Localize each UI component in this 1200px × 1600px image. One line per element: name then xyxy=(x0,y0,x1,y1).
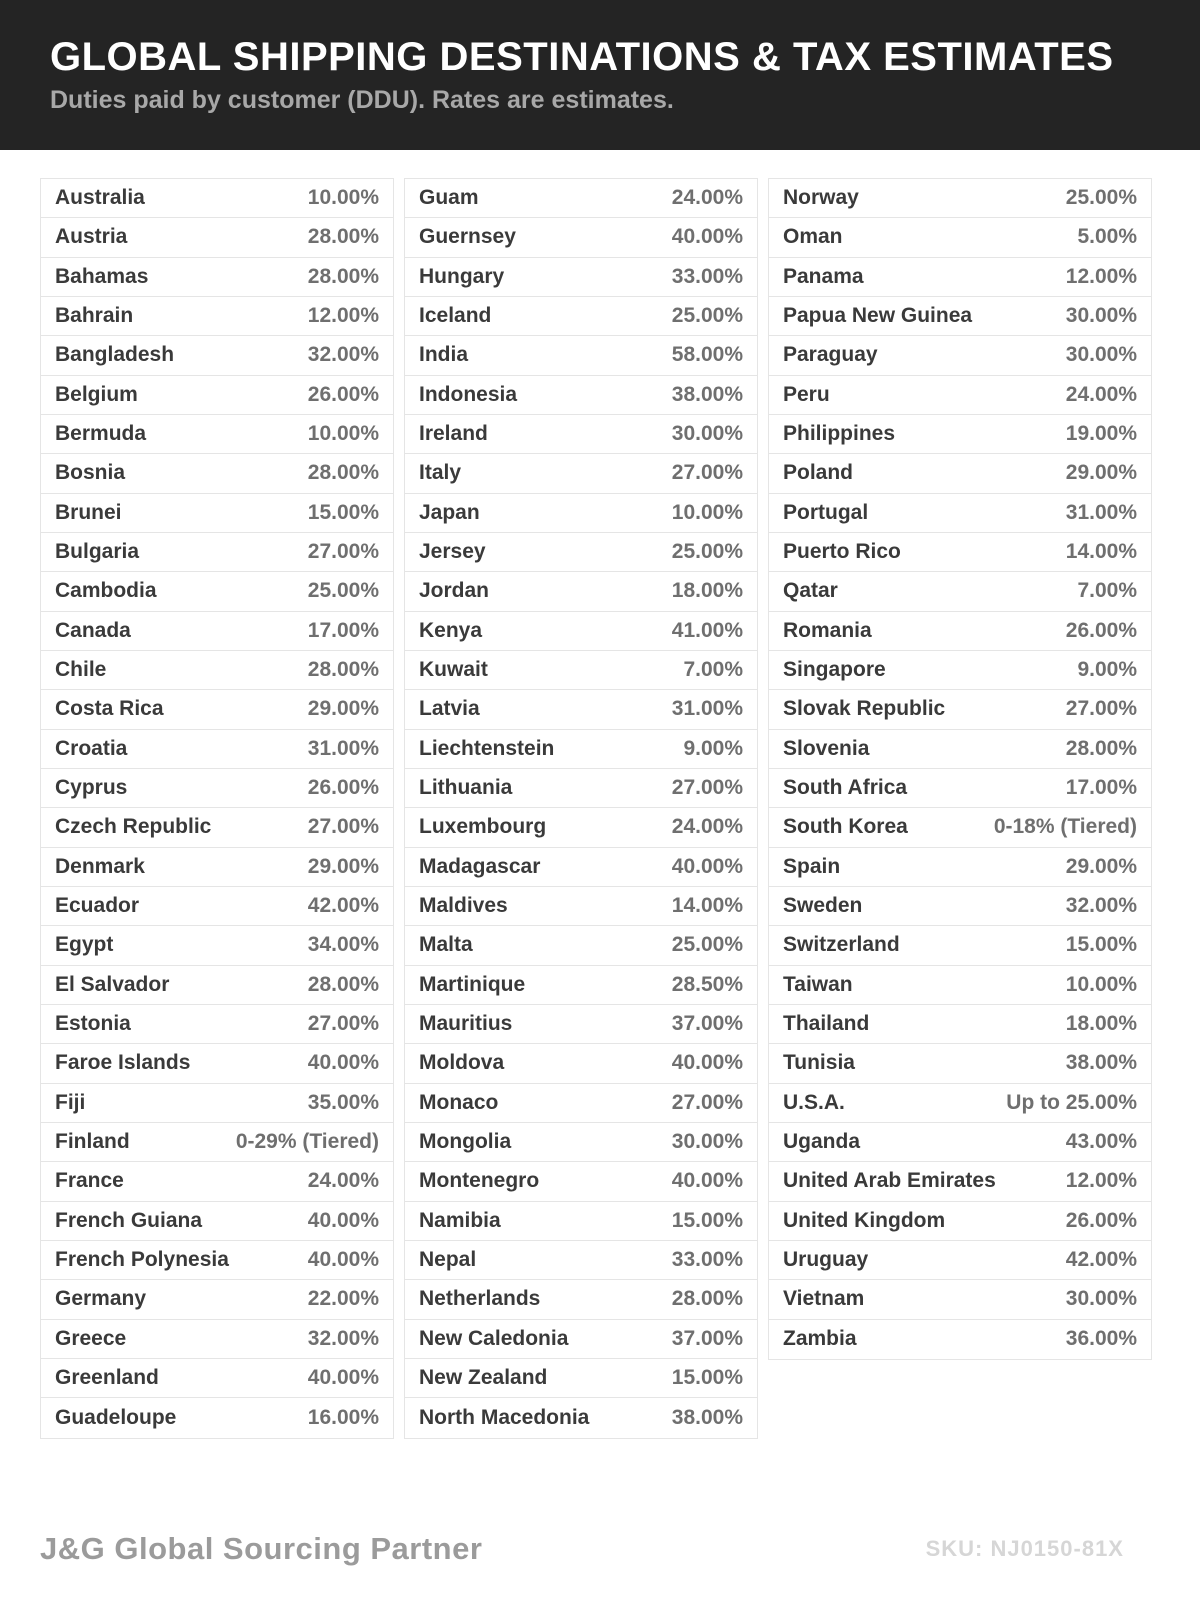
country-name: Bahrain xyxy=(55,304,134,328)
table-row xyxy=(41,454,393,493)
table-row xyxy=(769,1162,1151,1201)
country-name: Bahamas xyxy=(55,264,149,288)
tax-rate: 15.00% xyxy=(671,1366,743,1389)
country-name: Lithuania xyxy=(419,776,513,800)
country-name: Liechtenstein xyxy=(419,736,555,760)
table-row xyxy=(405,926,757,965)
table-row xyxy=(41,887,393,926)
tax-rate: 10.00% xyxy=(1065,972,1137,996)
tax-rate: 28.00% xyxy=(671,1287,743,1311)
tax-rate: 12.00% xyxy=(1065,264,1137,288)
tax-rate: 28.00% xyxy=(307,972,379,996)
table-row xyxy=(405,1241,757,1280)
table-row xyxy=(769,926,1151,965)
country-name: Philippines xyxy=(783,422,896,446)
country-name: Panama xyxy=(783,264,864,288)
table-row xyxy=(769,1123,1151,1162)
country-name: Paraguay xyxy=(783,343,878,367)
tax-rate: 40.00% xyxy=(671,225,743,249)
country-name: Tunisia xyxy=(783,1051,855,1075)
tax-rate: 40.00% xyxy=(671,1051,743,1075)
tax-rate: 31.00% xyxy=(671,697,743,721)
country-name: Norway xyxy=(783,186,859,210)
table-row xyxy=(769,415,1151,454)
tax-rate: 27.00% xyxy=(307,815,379,839)
table-row xyxy=(41,336,393,375)
country-name: Chile xyxy=(55,658,107,682)
table-row xyxy=(769,494,1151,533)
country-name: Egypt xyxy=(55,933,114,957)
tax-rate: 30.00% xyxy=(671,422,743,446)
country-name: Guernsey xyxy=(419,225,516,249)
country-name: Zambia xyxy=(783,1327,857,1351)
table-row xyxy=(41,1202,393,1241)
tax-column-3 xyxy=(768,178,1152,1360)
table-row xyxy=(769,454,1151,493)
country-name: Austria xyxy=(55,225,128,249)
tax-rate: 27.00% xyxy=(307,1012,379,1036)
tax-rate: 35.00% xyxy=(307,1090,379,1114)
table-row xyxy=(405,1005,757,1044)
table-row xyxy=(405,1359,757,1398)
country-name: New Zealand xyxy=(419,1366,548,1389)
tax-rate: 14.00% xyxy=(1065,540,1137,564)
tax-rate: 28.00% xyxy=(307,461,379,485)
country-name: Guadeloupe xyxy=(55,1405,177,1429)
table-row xyxy=(769,690,1151,729)
table-row xyxy=(41,1162,393,1201)
page-subtitle: Duties paid by customer (DDU). Rates are estimates. xyxy=(50,86,674,115)
country-name: Puerto Rico xyxy=(783,540,901,564)
country-name: Hungary xyxy=(419,264,505,288)
table-row xyxy=(769,1084,1151,1123)
table-row xyxy=(405,1398,757,1437)
tax-rate: 29.00% xyxy=(307,697,379,721)
tax-rate: 37.00% xyxy=(671,1326,743,1350)
table-row xyxy=(41,966,393,1005)
country-name: Kenya xyxy=(419,618,483,642)
country-name: Moldova xyxy=(419,1051,505,1075)
table-row xyxy=(405,376,757,415)
tax-rate: 32.00% xyxy=(307,343,379,367)
tax-rate: 31.00% xyxy=(1065,500,1137,524)
table-row xyxy=(41,1359,393,1398)
country-name: Spain xyxy=(783,854,841,878)
table-row xyxy=(41,376,393,415)
country-name: South Africa xyxy=(783,776,908,800)
country-name: Croatia xyxy=(55,736,128,760)
table-row xyxy=(41,218,393,257)
table-row xyxy=(41,690,393,729)
tax-rate: 38.00% xyxy=(671,382,743,406)
tax-rate: 15.00% xyxy=(307,500,379,524)
tax-rate: 26.00% xyxy=(307,776,379,800)
country-name: Jersey xyxy=(419,540,486,564)
country-name: Taiwan xyxy=(783,972,853,996)
country-name: Estonia xyxy=(55,1012,131,1036)
tax-rate: 25.00% xyxy=(671,304,743,328)
tax-rate: 0-18% (Tiered) xyxy=(993,815,1137,839)
table-row xyxy=(41,651,393,690)
tax-rate: 24.00% xyxy=(671,815,743,839)
country-name: Ecuador xyxy=(55,894,140,918)
tax-rate: 26.00% xyxy=(1065,1208,1137,1232)
tax-rate: 0-29% (Tiered) xyxy=(235,1130,379,1154)
country-name: Iceland xyxy=(419,304,492,328)
table-row xyxy=(405,769,757,808)
table-row xyxy=(405,572,757,611)
tax-rate: 31.00% xyxy=(307,736,379,760)
table-row xyxy=(405,258,757,297)
tax-rate: 38.00% xyxy=(1065,1051,1137,1075)
table-row xyxy=(769,769,1151,808)
tax-rate: 12.00% xyxy=(1065,1169,1137,1193)
table-row xyxy=(769,1005,1151,1044)
table-row xyxy=(405,218,757,257)
table-row xyxy=(769,1202,1151,1241)
country-name: Papua New Guinea xyxy=(783,304,973,328)
country-name: Bosnia xyxy=(55,461,126,485)
country-name: Slovak Republic xyxy=(783,697,946,721)
country-name: Nepal xyxy=(419,1248,477,1272)
tax-rate: 32.00% xyxy=(307,1326,379,1350)
country-name: Martinique xyxy=(419,972,526,996)
tax-rate: 33.00% xyxy=(671,264,743,288)
table-row xyxy=(41,415,393,454)
country-name: Monaco xyxy=(419,1090,499,1114)
table-row xyxy=(769,966,1151,1005)
tax-rate: 25.00% xyxy=(671,933,743,957)
table-row xyxy=(41,1320,393,1359)
table-row xyxy=(405,887,757,926)
tax-rate: 29.00% xyxy=(1065,461,1137,485)
table-row xyxy=(41,926,393,965)
country-name: New Caledonia xyxy=(419,1326,569,1350)
tax-rate: 25.00% xyxy=(671,540,743,564)
country-name: Oman xyxy=(783,225,843,249)
country-name: Vietnam xyxy=(783,1287,865,1311)
country-name: Poland xyxy=(783,461,854,485)
table-row xyxy=(405,690,757,729)
table-row xyxy=(405,966,757,1005)
tax-rate: 28.50% xyxy=(671,972,743,996)
country-name: Denmark xyxy=(55,854,145,878)
table-row xyxy=(769,1280,1151,1319)
tax-rate: 30.00% xyxy=(1065,343,1137,367)
table-row xyxy=(769,651,1151,690)
country-name: Costa Rica xyxy=(55,697,164,721)
tax-rate: 40.00% xyxy=(671,1169,743,1193)
tax-rate: 28.00% xyxy=(307,225,379,249)
country-name: Peru xyxy=(783,382,830,406)
table-row xyxy=(405,533,757,572)
tax-rate: 40.00% xyxy=(671,854,743,878)
tax-rate: 7.00% xyxy=(1077,579,1137,603)
table-row xyxy=(405,1202,757,1241)
tax-rate: 40.00% xyxy=(307,1208,379,1232)
table-row xyxy=(405,1320,757,1359)
table-row xyxy=(41,1123,393,1162)
table-row xyxy=(769,258,1151,297)
tax-column-2 xyxy=(404,178,758,1439)
tax-rate: 42.00% xyxy=(307,894,379,918)
country-name: Thailand xyxy=(783,1012,870,1036)
tax-rate: 18.00% xyxy=(671,579,743,603)
table-row xyxy=(405,336,757,375)
table-row xyxy=(769,612,1151,651)
tax-rate: 10.00% xyxy=(307,186,379,210)
tax-rate: 19.00% xyxy=(1065,422,1137,446)
table-row xyxy=(769,572,1151,611)
country-name: Finland xyxy=(55,1130,130,1154)
table-row xyxy=(405,494,757,533)
tax-rate: 30.00% xyxy=(1065,1287,1137,1311)
country-name: Czech Republic xyxy=(55,815,212,839)
table-row xyxy=(41,572,393,611)
tax-rate: Up to 25.00% xyxy=(1006,1090,1137,1114)
table-row xyxy=(769,533,1151,572)
country-name: Montenegro xyxy=(419,1169,540,1193)
country-name: Portugal xyxy=(783,500,869,524)
table-row xyxy=(769,848,1151,887)
tax-rate: 25.00% xyxy=(307,579,379,603)
page-footer xyxy=(40,1531,1152,1567)
country-name: Singapore xyxy=(783,658,886,682)
table-row xyxy=(405,1280,757,1319)
country-name: Malta xyxy=(419,933,473,957)
sku-label: SKU: NJ0150-81X xyxy=(925,1535,1124,1561)
table-row xyxy=(41,1241,393,1280)
tax-rate: 26.00% xyxy=(307,382,379,406)
table-row xyxy=(41,808,393,847)
tax-rate: 40.00% xyxy=(307,1248,379,1272)
tax-rate: 27.00% xyxy=(1065,697,1137,721)
table-row xyxy=(41,297,393,336)
tax-rate: 12.00% xyxy=(307,304,379,328)
tax-rate: 32.00% xyxy=(1065,894,1137,918)
tax-rate: 16.00% xyxy=(307,1405,379,1429)
tax-rate: 40.00% xyxy=(307,1051,379,1075)
table-row xyxy=(41,848,393,887)
country-name: Indonesia xyxy=(419,382,518,406)
country-name: Bangladesh xyxy=(55,343,175,367)
tax-rate: 42.00% xyxy=(1065,1248,1137,1272)
country-name: Germany xyxy=(55,1287,147,1311)
tax-rate: 10.00% xyxy=(671,500,743,524)
table-row xyxy=(769,179,1151,218)
tax-rate: 29.00% xyxy=(307,854,379,878)
country-name: Australia xyxy=(55,186,145,210)
tax-rate: 15.00% xyxy=(1065,933,1137,957)
table-row xyxy=(769,218,1151,257)
country-name: Sweden xyxy=(783,894,863,918)
table-row xyxy=(405,454,757,493)
table-row xyxy=(405,415,757,454)
country-name: Cyprus xyxy=(55,776,128,800)
tax-rate: 27.00% xyxy=(671,461,743,485)
tax-rate: 18.00% xyxy=(1065,1012,1137,1036)
country-name: Qatar xyxy=(783,579,838,603)
country-name: Uruguay xyxy=(783,1248,869,1272)
brand-name: J&G Global Sourcing Partner xyxy=(40,1530,483,1566)
table-row xyxy=(405,612,757,651)
country-name: French Guiana xyxy=(55,1208,203,1232)
tax-rate: 7.00% xyxy=(683,658,743,682)
country-name: France xyxy=(55,1169,124,1193)
country-name: Fiji xyxy=(55,1090,86,1114)
table-row xyxy=(769,730,1151,769)
table-row xyxy=(769,1044,1151,1083)
tax-rate: 34.00% xyxy=(307,933,379,957)
tax-rate: 27.00% xyxy=(307,540,379,564)
country-name: Latvia xyxy=(419,697,480,721)
table-row xyxy=(41,612,393,651)
table-row xyxy=(41,1280,393,1319)
country-name: Slovenia xyxy=(783,736,870,760)
tax-rate: 25.00% xyxy=(1065,186,1137,210)
table-row xyxy=(41,1084,393,1123)
tax-rate: 30.00% xyxy=(1065,304,1137,328)
country-name: French Polynesia xyxy=(55,1248,229,1272)
tax-rate: 38.00% xyxy=(671,1405,743,1429)
tax-rate: 58.00% xyxy=(671,343,743,367)
country-name: Mauritius xyxy=(419,1012,513,1036)
table-row xyxy=(405,179,757,218)
table-row xyxy=(405,1044,757,1083)
table-row xyxy=(41,1005,393,1044)
country-name: Cambodia xyxy=(55,579,157,603)
country-name: Mongolia xyxy=(419,1130,512,1154)
page-title: GLOBAL SHIPPING DESTINATIONS & TAX ESTIMATES xyxy=(50,35,1114,80)
tax-rate: 10.00% xyxy=(307,422,379,446)
country-name: Kuwait xyxy=(419,658,488,682)
table-row xyxy=(769,1241,1151,1280)
table-row xyxy=(405,651,757,690)
tax-rate: 22.00% xyxy=(307,1287,379,1311)
country-name: Jordan xyxy=(419,579,490,603)
tax-rate: 9.00% xyxy=(1077,658,1137,682)
table-row xyxy=(41,1044,393,1083)
country-name: South Korea xyxy=(783,815,908,839)
table-row xyxy=(769,808,1151,847)
tax-rate: 9.00% xyxy=(683,736,743,760)
tax-rate: 27.00% xyxy=(671,1090,743,1114)
country-name: Bermuda xyxy=(55,422,147,446)
country-name: Romania xyxy=(783,618,872,642)
table-row xyxy=(769,297,1151,336)
country-name: North Macedonia xyxy=(419,1405,590,1429)
tax-rate: 24.00% xyxy=(1065,382,1137,406)
tax-rate: 24.00% xyxy=(307,1169,379,1193)
table-row xyxy=(769,336,1151,375)
tax-rate: 30.00% xyxy=(671,1130,743,1154)
country-name: Bulgaria xyxy=(55,540,140,564)
table-row xyxy=(41,730,393,769)
tax-rate: 37.00% xyxy=(671,1012,743,1036)
table-row xyxy=(41,769,393,808)
tax-rate: 40.00% xyxy=(307,1366,379,1389)
country-name: India xyxy=(419,343,469,367)
tax-rate: 27.00% xyxy=(671,776,743,800)
country-name: Uganda xyxy=(783,1130,861,1154)
tax-rate: 24.00% xyxy=(671,186,743,210)
header-banner xyxy=(0,0,1200,150)
table-row xyxy=(769,376,1151,415)
table-row xyxy=(41,494,393,533)
table-row xyxy=(41,179,393,218)
country-name: United Arab Emirates xyxy=(783,1169,996,1193)
country-name: Guam xyxy=(419,186,479,210)
tax-rate: 33.00% xyxy=(671,1248,743,1272)
tax-rate: 36.00% xyxy=(1065,1327,1137,1351)
country-name: Brunei xyxy=(55,500,122,524)
country-name: Greenland xyxy=(55,1366,159,1389)
table-row xyxy=(405,848,757,887)
tax-rate-table xyxy=(40,178,1152,1439)
tax-rate: 28.00% xyxy=(307,264,379,288)
tax-rate: 17.00% xyxy=(1065,776,1137,800)
country-name: U.S.A. xyxy=(783,1090,845,1114)
country-name: Greece xyxy=(55,1326,127,1350)
tax-rate: 17.00% xyxy=(307,618,379,642)
table-row xyxy=(405,1123,757,1162)
country-name: Japan xyxy=(419,500,480,524)
table-row xyxy=(41,258,393,297)
country-name: Luxembourg xyxy=(419,815,547,839)
table-row xyxy=(405,1084,757,1123)
country-name: Italy xyxy=(419,461,462,485)
country-name: Namibia xyxy=(419,1208,501,1232)
table-row xyxy=(405,730,757,769)
tax-rate: 28.00% xyxy=(307,658,379,682)
table-row xyxy=(769,1320,1151,1359)
country-name: Faroe Islands xyxy=(55,1051,191,1075)
table-row xyxy=(405,297,757,336)
tax-rate: 26.00% xyxy=(1065,618,1137,642)
tax-rate: 28.00% xyxy=(1065,736,1137,760)
tax-rate: 41.00% xyxy=(671,618,743,642)
country-name: El Salvador xyxy=(55,972,170,996)
table-row xyxy=(769,887,1151,926)
table-row xyxy=(41,1398,393,1437)
country-name: Ireland xyxy=(419,422,488,446)
table-row xyxy=(405,1162,757,1201)
country-name: Canada xyxy=(55,618,131,642)
tax-rate: 14.00% xyxy=(671,894,743,918)
table-row xyxy=(41,533,393,572)
tax-column-1 xyxy=(40,178,394,1439)
tax-rate: 15.00% xyxy=(671,1208,743,1232)
tax-rate: 5.00% xyxy=(1077,225,1137,249)
country-name: United Kingdom xyxy=(783,1208,946,1232)
country-name: Madagascar xyxy=(419,854,541,878)
country-name: Netherlands xyxy=(419,1287,541,1311)
tax-rate: 29.00% xyxy=(1065,854,1137,878)
country-name: Belgium xyxy=(55,382,138,406)
table-row xyxy=(405,808,757,847)
tax-rate: 43.00% xyxy=(1065,1130,1137,1154)
country-name: Switzerland xyxy=(783,933,900,957)
country-name: Maldives xyxy=(419,894,508,918)
